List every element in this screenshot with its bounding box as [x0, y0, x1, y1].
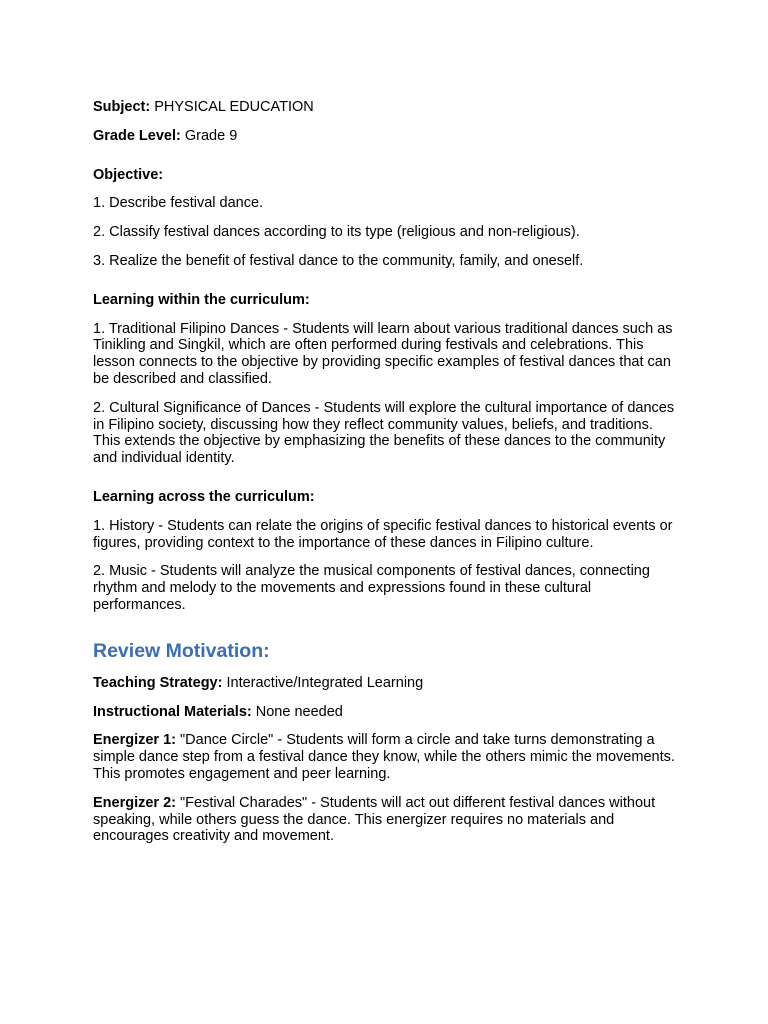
instructional-materials-label: Instructional Materials:	[93, 703, 252, 720]
energizer-2-field	[93, 795, 680, 845]
subject-field	[93, 99, 680, 116]
within-curriculum-item: 1. Traditional Filipino Dances - Students will learn about various traditional dances such as Tinikling and Singkil, which are often performed during festivals and celebrations. This lesson connects to the objective by providing specific examples of festival dances that can be described and classified.	[93, 320, 673, 387]
objective-item: 2. Classify festival dances according to its type (religious and non-religious).	[93, 224, 580, 241]
within-curriculum-label: Learning within the curriculum:	[93, 291, 310, 308]
teaching-strategy-label: Teaching Strategy:	[93, 674, 223, 691]
objective-label: Objective:	[93, 166, 164, 183]
energizer-1-value: "Dance Circle" - Students will form a circle and take turns demonstrating a simple dance step from a festival dance they know, while the others mimic the movements. This promotes engagement and peer learning.	[93, 732, 675, 782]
instructional-materials-field	[93, 704, 680, 721]
subject-value: PHYSICAL EDUCATION	[150, 99, 314, 115]
objective-item: 1. Describe festival dance.	[93, 195, 264, 212]
teaching-strategy-value: Interactive/Integrated Learning	[222, 674, 424, 691]
energizer-1-field	[93, 732, 680, 782]
grade-label: Grade Level:	[93, 127, 181, 144]
grade-value: Grade 9	[180, 127, 238, 144]
objective-item: 3. Realize the benefit of festival dance to the community, family, and oneself.	[93, 252, 584, 269]
energizer-2-label: Energizer 2:	[93, 794, 176, 811]
review-motivation-heading: Review Motivation:	[93, 639, 270, 662]
within-curriculum-item: 2. Cultural Significance of Dances - Students will explore the cultural importance of dances in Filipino society, discussing how they reflect community values, beliefs, and traditions. This extends the objective by emphasizing the benefits of these dances to the community and individual identity.	[93, 399, 675, 467]
across-curriculum-label: Learning across the curriculum:	[93, 488, 315, 505]
energizer-1-label: Energizer 1:	[93, 732, 176, 749]
subject-label: Subject:	[93, 99, 151, 115]
across-curriculum-item: 2. Music - Students will analyze the musical components of festival dances, connecting rhythm and melody to the movements and expressions found in these cultural performances.	[93, 563, 650, 613]
energizer-2-value: "Festival Charades" - Students will act out different festival dances without speaking, while others guess the dance. This energizer requires no materials and encourages creativity and movement.	[93, 794, 656, 845]
grade-field	[93, 128, 680, 145]
across-curriculum-item: 1. History - Students can relate the origins of specific festival dances to historical events or figures, providing context to the importance of these dances in Filipino culture.	[93, 517, 673, 551]
instructional-materials-value: None needed	[251, 703, 343, 720]
teaching-strategy-field	[93, 675, 680, 692]
